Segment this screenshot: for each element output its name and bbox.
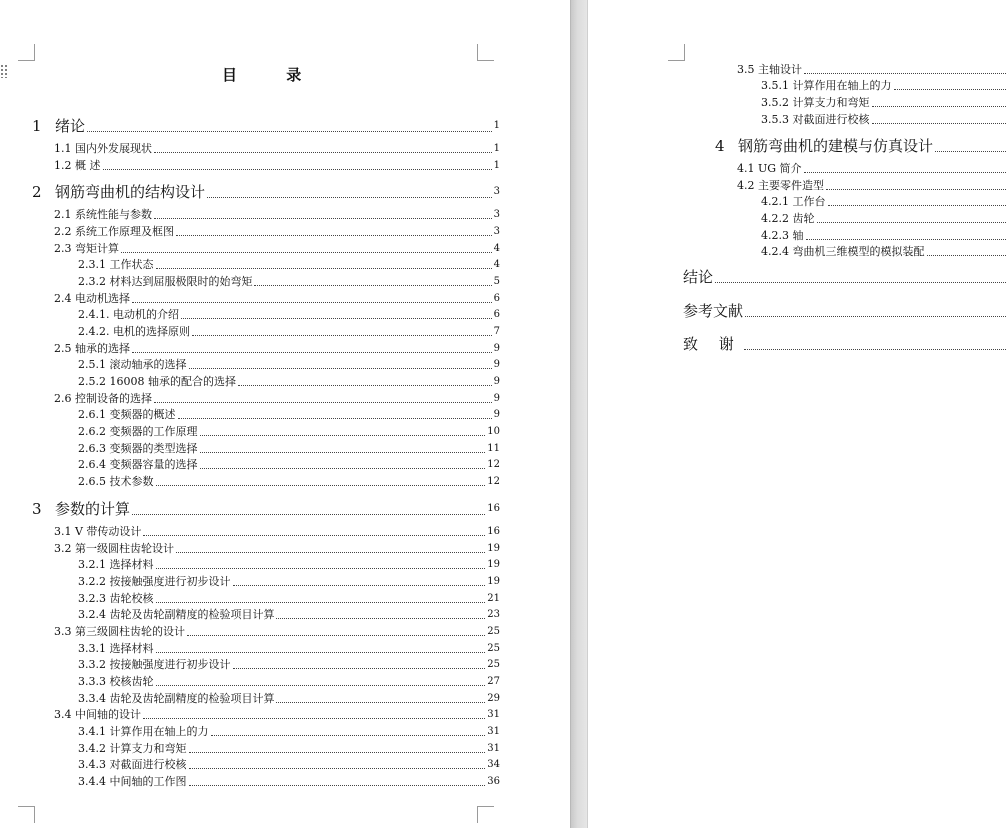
toc-chapter-number: 3 (32, 500, 42, 518)
toc-entry-text: 4.1 UG 简介 (737, 162, 802, 175)
toc-entry[interactable] (54, 142, 500, 156)
toc-page-number: 4 (493, 259, 500, 270)
toc-entry-text: 4.2 主要零件造型 (737, 179, 824, 192)
toc-entry-text: 2.1 系统性能与参数 (54, 208, 152, 221)
toc-page-number: 4 (493, 243, 500, 254)
toc-leader-dots (189, 784, 486, 786)
toc-leader-dots (806, 238, 1007, 240)
toc-leader-dots (276, 617, 485, 619)
toc-chapter-number: 4 (715, 137, 725, 155)
toc-leader-dots (87, 130, 492, 132)
toc-page-number: 12 (487, 476, 500, 487)
toc-entry[interactable] (761, 212, 1008, 226)
toc-leader-dots (817, 221, 1007, 223)
toc-page-number: 19 (487, 543, 500, 554)
toc-entry-text: 3.2.4 齿轮及齿轮副精度的检验项目计算 (78, 608, 275, 621)
toc-entry-text: 2.3.2 材料达到屈服极限时的始弯矩 (78, 275, 253, 288)
toc-entry[interactable] (54, 208, 500, 222)
toc-entry[interactable] (78, 308, 500, 322)
toc-leader-dots (745, 315, 1006, 317)
toc-entry-text: 3.2.1 选择材料 (78, 558, 154, 571)
toc-page-number: 16 (487, 526, 500, 537)
toc-page-number: 16 (487, 503, 500, 514)
toc-page-number: 12 (487, 459, 500, 470)
toc-entry[interactable] (54, 525, 500, 539)
margin-mark-top-right (477, 44, 494, 61)
toc-page-number: 29 (487, 693, 500, 704)
toc-page-number: 5 (493, 276, 500, 287)
toc-entry-text: 2.6 控制设备的选择 (54, 392, 152, 405)
toc-entry-text: 3.5.3 对截面进行校核 (761, 113, 870, 126)
toc-leader-dots (894, 88, 1007, 90)
toc-entry-text: 2.4 电动机选择 (54, 292, 130, 305)
toc-entry[interactable] (78, 425, 500, 439)
toc-leader-dots (238, 384, 492, 386)
toc-leader-dots (143, 534, 485, 536)
toc-leader-dots (200, 467, 486, 469)
toc-page-number: 25 (487, 643, 500, 654)
toc-page-number: 6 (493, 293, 500, 304)
toc-page-number: 3 (493, 209, 500, 220)
toc-entry[interactable] (78, 675, 500, 689)
toc-page-number: 3 (493, 226, 500, 237)
toc-leader-dots (804, 171, 1006, 173)
toc-leader-dots (132, 301, 492, 303)
toc-entry-text: 钢筋弯曲机的建模与仿真设计 (738, 137, 934, 155)
toc-entry-text: 3.2 第一级圆柱齿轮设计 (54, 542, 174, 555)
table-move-handle-icon[interactable] (0, 64, 8, 78)
toc-page-number: 1 (493, 120, 500, 131)
toc-entry[interactable] (761, 113, 1008, 127)
toc-page-number: 11 (487, 443, 500, 454)
toc-page-number: 23 (487, 609, 500, 620)
toc-leader-dots (744, 348, 1006, 350)
toc-entry-text: 2.6.2 变频器的工作原理 (78, 425, 198, 438)
toc-entry-text: 3.3.1 选择材料 (78, 642, 154, 655)
toc-entry[interactable] (32, 500, 500, 518)
toc-entry[interactable] (78, 275, 500, 289)
toc-entry-text: 2.6.5 技术参数 (78, 475, 154, 488)
toc-leader-dots (121, 251, 492, 253)
toc-entry-text: 钢筋弯曲机的结构设计 (55, 183, 206, 201)
toc-page-number: 19 (487, 559, 500, 570)
toc-entry-text: 2.6.3 变频器的类型选择 (78, 442, 198, 455)
toc-entry[interactable] (78, 475, 500, 489)
toc-page-number: 27 (487, 676, 500, 687)
toc-page-number: 31 (487, 743, 500, 754)
toc-entry[interactable] (78, 575, 500, 589)
toc-entry-text: 2.5 轴承的选择 (54, 342, 130, 355)
toc-entry-text: 4.2.4 弯曲机三维模型的模拟装配 (761, 245, 925, 258)
toc-leader-dots (804, 72, 1006, 74)
toc-page-number: 9 (493, 393, 500, 404)
toc-leader-dots (156, 484, 486, 486)
toc-entry[interactable] (54, 342, 500, 356)
toc-entry[interactable] (78, 458, 500, 472)
toc-leader-dots (132, 351, 492, 353)
toc-entry-text: 3.3.2 按接触强度进行初步设计 (78, 658, 231, 671)
toc-entry-text: 2.3 弯矩计算 (54, 242, 119, 255)
toc-page-number: 34 (487, 759, 500, 770)
toc-leader-dots (872, 105, 1007, 107)
toc-entry[interactable] (78, 692, 500, 706)
toc-entry-text: 3.2.3 齿轮校核 (78, 592, 154, 605)
toc-leader-dots (927, 254, 1007, 256)
toc-entry[interactable] (54, 292, 500, 306)
toc-entry-text: 3.5 主轴设计 (737, 63, 802, 76)
toc-entry-text: 2.4.1. 电动机的介绍 (78, 308, 179, 321)
toc-chapter-number: 1 (32, 117, 42, 135)
toc-chapter-number: 2 (32, 183, 42, 201)
toc-entry[interactable] (78, 725, 500, 739)
toc-entry[interactable] (715, 137, 1008, 155)
toc-page-number: 25 (487, 659, 500, 670)
toc-entry[interactable] (78, 358, 500, 372)
toc-entry-text: 参考文献 (683, 302, 744, 320)
toc-leader-dots (826, 188, 1006, 190)
toc-leader-dots (207, 196, 492, 198)
toc-leader-dots (176, 551, 485, 553)
toc-leader-dots (715, 281, 1006, 283)
toc-entry[interactable] (54, 708, 500, 722)
toc-entry[interactable] (78, 608, 500, 622)
document-page-right (588, 0, 1008, 828)
toc-entry-text: 2.6.1 变频器的概述 (78, 408, 176, 421)
toc-entry[interactable] (54, 542, 500, 556)
toc-entry-text: 3.4 中间轴的设计 (54, 708, 141, 721)
margin-mark-top-left (668, 44, 685, 61)
toc-entry-text: 致 谢 (683, 335, 742, 353)
toc-leader-dots (233, 667, 486, 669)
toc-entry-text: 3.2.2 按接触强度进行初步设计 (78, 575, 231, 588)
toc-entry-text: 2.6.4 变频器容量的选择 (78, 458, 198, 471)
margin-mark-bottom-right (477, 806, 494, 823)
toc-entry[interactable] (32, 117, 500, 135)
toc-entry-text: 3.5.2 计算支力和弯矩 (761, 96, 870, 109)
toc-entry[interactable] (761, 229, 1008, 243)
toc-leader-dots (211, 734, 486, 736)
toc-entry-text: 2.2 系统工作原理及框图 (54, 225, 174, 238)
toc-leader-dots (156, 601, 486, 603)
toc-entry[interactable] (78, 592, 500, 606)
toc-entry-text: 2.5.2 16008 轴承的配合的选择 (78, 375, 236, 388)
toc-entry[interactable] (78, 408, 500, 422)
toc-leader-dots (189, 751, 486, 753)
toc-entry-text: 4.2.1 工作台 (761, 195, 826, 208)
page-gutter (570, 0, 588, 828)
toc-entry[interactable] (761, 79, 1008, 93)
toc-entry[interactable] (78, 742, 500, 756)
toc-entry[interactable] (761, 96, 1008, 110)
toc-leader-dots (154, 217, 492, 219)
toc-entry[interactable] (78, 758, 500, 772)
toc-entry[interactable] (683, 335, 1008, 353)
toc-leader-dots (276, 701, 485, 703)
toc-entry[interactable] (78, 775, 500, 789)
toc-page-number: 9 (493, 343, 500, 354)
toc-leader-dots (200, 434, 486, 436)
toc-page-number: 9 (493, 359, 500, 370)
toc-page-number: 9 (493, 376, 500, 387)
toc-leader-dots (156, 684, 486, 686)
toc-leader-dots (189, 367, 492, 369)
toc-entry[interactable] (54, 392, 500, 406)
toc-entry-text: 2.3.1 工作状态 (78, 258, 154, 271)
toc-entry[interactable] (737, 162, 1008, 176)
toc-page-number: 1 (493, 160, 500, 171)
toc-leader-dots (132, 513, 485, 515)
toc-entry[interactable] (54, 242, 500, 256)
toc-entry[interactable] (737, 63, 1008, 77)
toc-page-number: 21 (487, 593, 500, 604)
toc-entry[interactable] (54, 625, 500, 639)
toc-entry[interactable] (32, 183, 500, 201)
toc-entry[interactable] (78, 558, 500, 572)
margin-mark-bottom-left (18, 806, 35, 823)
toc-leader-dots (178, 417, 492, 419)
toc-entry-text: 参数的计算 (55, 500, 131, 518)
toc-leader-dots (189, 767, 486, 769)
toc-entry[interactable] (761, 195, 1008, 209)
toc-entry[interactable] (737, 179, 1008, 193)
toc-entry-text: 3.4.2 计算支力和弯矩 (78, 742, 187, 755)
toc-entry[interactable] (683, 302, 1008, 320)
toc-leader-dots (181, 317, 492, 319)
toc-page-number: 6 (493, 309, 500, 320)
toc-title: 目 录 (222, 66, 324, 84)
toc-leader-dots (828, 204, 1007, 206)
toc-leader-dots (143, 717, 485, 719)
toc-entry-text: 3.3.3 校核齿轮 (78, 675, 154, 688)
toc-entry[interactable] (54, 225, 500, 239)
toc-leader-dots (187, 634, 485, 636)
toc-entry-text: 3.3 第三级圆柱齿轮的设计 (54, 625, 185, 638)
toc-leader-dots (156, 267, 492, 269)
toc-page-number: 7 (493, 326, 500, 337)
toc-entry[interactable] (78, 258, 500, 272)
toc-leader-dots (154, 151, 492, 153)
toc-entry[interactable] (54, 159, 500, 173)
toc-entry-text: 2.4.2. 电机的选择原则 (78, 325, 190, 338)
toc-entry-text: 3.1 V 带传动设计 (54, 525, 142, 538)
toc-entry-text: 结论 (683, 268, 714, 286)
toc-leader-dots (200, 451, 486, 453)
toc-entry[interactable] (78, 442, 500, 456)
toc-entry-text: 3.5.1 计算作用在轴上的力 (761, 79, 892, 92)
toc-page-number: 19 (487, 576, 500, 587)
toc-leader-dots (156, 651, 486, 653)
toc-entry[interactable] (78, 325, 500, 339)
toc-entry-text: 1.2 概 述 (54, 159, 101, 172)
toc-page-number: 1 (493, 143, 500, 154)
toc-leader-dots (176, 234, 492, 236)
toc-entry-text: 4.2.3 轴 (761, 229, 804, 242)
toc-leader-dots (156, 567, 486, 569)
toc-leader-dots (154, 401, 492, 403)
toc-leader-dots (192, 334, 492, 336)
toc-page-number: 36 (487, 776, 500, 787)
toc-page-number: 31 (487, 726, 500, 737)
toc-entry[interactable] (683, 268, 1008, 286)
toc-leader-dots (254, 284, 491, 286)
toc-entry-text: 绪论 (55, 117, 86, 135)
toc-entry[interactable] (78, 658, 500, 672)
toc-leader-dots (103, 168, 492, 170)
toc-page-number: 3 (493, 186, 500, 197)
toc-entry-text: 4.2.2 齿轮 (761, 212, 815, 225)
toc-entry[interactable] (761, 245, 1008, 259)
toc-page-number: 10 (487, 426, 500, 437)
toc-page-number: 9 (493, 409, 500, 420)
toc-leader-dots (233, 584, 486, 586)
toc-leader-dots (872, 122, 1007, 124)
toc-page-number: 31 (487, 709, 500, 720)
toc-entry-text: 3.4.1 计算作用在轴上的力 (78, 725, 209, 738)
toc-entry-text: 1.1 国内外发展现状 (54, 142, 152, 155)
toc-leader-dots (935, 150, 1006, 152)
toc-entry-text: 3.3.4 齿轮及齿轮副精度的检验项目计算 (78, 692, 275, 705)
toc-entry-text: 2.5.1 滚动轴承的选择 (78, 358, 187, 371)
toc-entry-text: 3.4.3 对截面进行校核 (78, 758, 187, 771)
toc-entry[interactable] (78, 375, 500, 389)
toc-entry[interactable] (78, 642, 500, 656)
margin-mark-top-left (18, 44, 35, 61)
toc-page-number: 25 (487, 626, 500, 637)
toc-entry-text: 3.4.4 中间轴的工作图 (78, 775, 187, 788)
